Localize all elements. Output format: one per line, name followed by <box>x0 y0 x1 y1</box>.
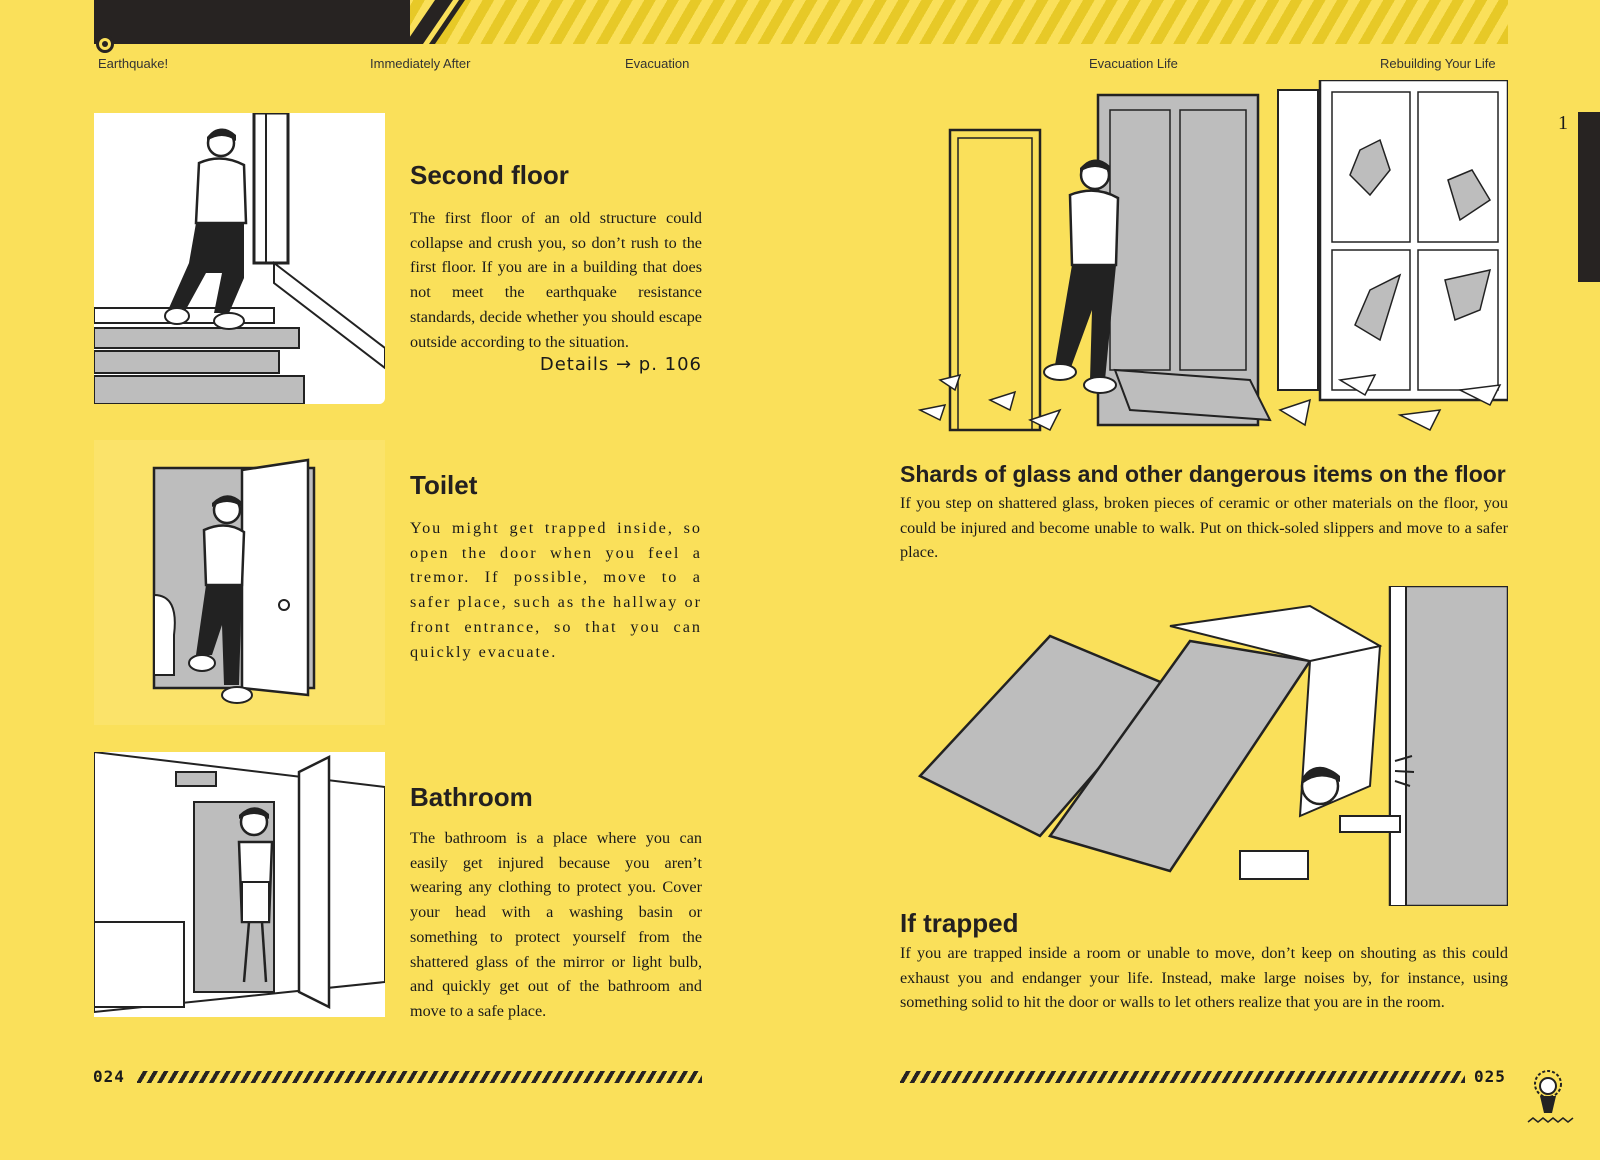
stairs-person-icon <box>94 113 385 404</box>
illustration-broken-glass <box>900 80 1508 452</box>
footer-stripe-right <box>900 1071 1465 1083</box>
heading-second-floor: Second floor <box>410 160 569 190</box>
page-number-right: 025 <box>1474 1067 1506 1086</box>
bathroom-person-icon <box>94 752 385 1017</box>
illustration-toilet <box>94 440 385 725</box>
heading-toilet: Toilet <box>410 470 478 500</box>
trapped-person-icon <box>900 586 1508 906</box>
body-second-floor: The first floor of an old structure could collapse and crush you, so don’t rush to the first floor. If you are in a building that does not meet the earthquake resistance standards, decide whether you should escape outside according to the situation. <box>410 209 702 351</box>
broken-glass-room-icon <box>900 80 1508 452</box>
chapter-tab[interactable] <box>1578 112 1600 282</box>
heading-glass: Shards of glass and other dangerous items on the floor <box>900 461 1506 487</box>
nav-earthquake[interactable]: Earthquake! <box>98 56 169 71</box>
heading-bathroom: Bathroom <box>410 782 533 812</box>
progress-marker-icon <box>96 35 114 53</box>
illustration-trapped <box>900 586 1508 906</box>
heading-trapped: If trapped <box>900 908 1019 938</box>
nav-immediately-after[interactable]: Immediately After <box>370 56 471 71</box>
toilet-person-icon <box>94 440 385 725</box>
page-number-left: 024 <box>93 1067 125 1086</box>
top-band-wedge <box>405 0 465 44</box>
body-bathroom: The bathroom is a place where you can easily get injured because you aren’t wearing any clothing to protect you. Cover your head with a washing basin or something to protect yourself from the shattered glass of the mirror or light bulb, and quickly get out of the bathroom and move to a safe place. <box>410 829 702 1020</box>
top-band-stripes <box>410 0 1508 44</box>
nav-evacuation[interactable]: Evacuation <box>625 56 690 71</box>
illustration-bathroom <box>94 752 385 1017</box>
chapter-number: 1 <box>1558 112 1568 134</box>
nav-rebuilding[interactable]: Rebuilding Your Life <box>1380 56 1496 71</box>
nav-evacuation-life[interactable]: Evacuation Life <box>1089 56 1178 71</box>
details-link[interactable]: Details → p. 106 <box>539 354 702 375</box>
illustration-stairs <box>94 113 385 404</box>
footer-stripe-left <box>137 1071 702 1083</box>
mascot-icon <box>1518 1068 1578 1128</box>
top-band-dark <box>94 0 439 44</box>
body-trapped: If you are trapped inside a room or unable to move, don’t keep on shouting as this could exhaust you and endanger your life. Instead, make large noises by, for instance, using something solid to hit the door or walls to let others realize that you are in the room. <box>900 944 1508 1012</box>
body-toilet: You might get trapped inside, so open the door when you feel a tremor. If possible, move to a safer place, such as the hallway or front entrance, so that you can quickly evacuate. <box>410 519 702 661</box>
body-glass: If you step on shattered glass, broken pieces of ceramic or other materials on the floor, you could be injured and become unable to walk. Put on thick-soled slippers and move to a safer place. <box>900 494 1508 562</box>
